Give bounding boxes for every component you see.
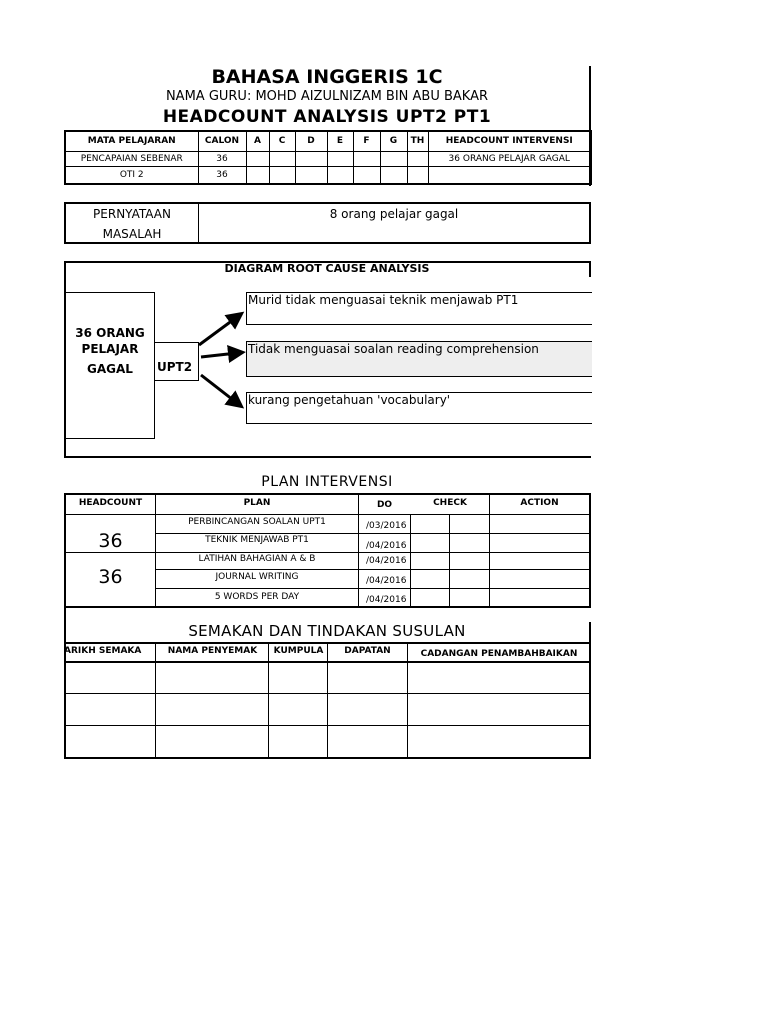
header-headcount-intervensi: HEADCOUNT INTERVENSI (428, 131, 591, 151)
cell-th (407, 166, 428, 184)
plan-divider (155, 495, 156, 606)
cell-g (380, 151, 407, 166)
cell-intervensi: 36 ORANG PELAJAR GAGAL (428, 151, 591, 166)
source-line1: 36 ORANG (75, 326, 145, 340)
table-row (65, 151, 591, 166)
plan-item-3: LATIHAN BAHAGIAN A & B (198, 554, 316, 564)
cause-box-3 (246, 392, 592, 424)
plan-row-line (155, 533, 589, 534)
cell-subject: PENCAPAIAN SEBENAR (65, 151, 198, 166)
do-date-1: /03/2016 (366, 521, 407, 531)
problem-label-cell (66, 204, 199, 242)
plan-divider (358, 495, 359, 606)
exam-label: UPT2 (157, 360, 193, 374)
cell-g (380, 166, 407, 184)
header-c: C (269, 131, 295, 151)
plan-row-line (155, 569, 589, 570)
root-cause-source-box (65, 292, 155, 439)
do-date-2: /04/2016 (366, 541, 407, 551)
cause-text-3: kurang pengetahuan 'vocabulary' (248, 393, 451, 407)
header-th: TH (407, 131, 428, 151)
plan-row-line (66, 552, 589, 553)
do-date-5: /04/2016 (366, 595, 407, 605)
cell-subject: OTI 2 (65, 166, 198, 184)
cell-intervensi (428, 166, 591, 184)
header-calon: CALON (198, 131, 246, 151)
cell-e (327, 166, 353, 184)
plan-row-line (155, 588, 589, 589)
cell-a (246, 166, 269, 184)
source-line3: GAGAL (87, 362, 133, 376)
do-date-4: /04/2016 (366, 576, 407, 586)
arrow-to-cause-1 (199, 317, 237, 345)
review-header-cadangan: CADANGAN PENAMBAHBAIKAN (420, 649, 578, 659)
review-header-penyemak: NAMA PENYEMAK (167, 646, 258, 656)
header-f: F (353, 131, 380, 151)
review-title: SEMAKAN DAN TINDAKAN SUSULAN (188, 622, 466, 640)
review-table (66, 642, 590, 758)
cell-calon: 36 (198, 166, 246, 184)
cell-f (353, 151, 380, 166)
headcount-value-2: 36 (98, 566, 123, 588)
do-date-3: /04/2016 (366, 556, 407, 566)
table-row (65, 166, 591, 184)
headcount-value-1: 36 (98, 530, 123, 552)
review-header-tarikh: ARIKH SEMAKA (64, 646, 142, 656)
header-e: E (327, 131, 353, 151)
review-divider (407, 642, 408, 758)
plan-item-2: TEKNIK MENJAWAB PT1 (205, 535, 309, 545)
plan-item-4: JOURNAL WRITING (215, 572, 299, 582)
review-divider (327, 642, 328, 758)
teacher-name: NAMA GURU: MOHD AIZULNIZAM BIN ABU BAKAR (165, 89, 489, 104)
header-check: CHECK (433, 498, 467, 508)
plan-title: PLAN INTERVENSI (261, 474, 393, 490)
cell-th (407, 151, 428, 166)
cell-e (327, 151, 353, 166)
grade-table-header (65, 131, 591, 151)
header-mata-pelajaran: MATA PELAJARAN (65, 131, 198, 151)
cell-a (246, 151, 269, 166)
review-header-dapatan: DAPATAN (344, 646, 391, 656)
review-row-line (64, 725, 590, 726)
exam-label-box (154, 342, 199, 381)
cause-text-1: Murid tidak menguasai teknik menjawab PT1 (248, 293, 519, 307)
header-plan: PLAN (243, 498, 271, 508)
problem-label-line1: PERNYATAAN (93, 207, 171, 221)
plan-item-5: 5 WORDS PER DAY (214, 592, 300, 602)
review-row-line (64, 661, 590, 663)
problem-label-line2: MASALAH (102, 227, 162, 241)
plan-divider (489, 495, 490, 606)
header-g: G (380, 131, 407, 151)
header-a: A (246, 131, 269, 151)
cell-calon: 36 (198, 151, 246, 166)
plan-divider (449, 514, 450, 606)
source-line2: PELAJAR (81, 342, 139, 356)
cell-d (295, 151, 327, 166)
grade-table (64, 130, 592, 185)
header-headcount: HEADCOUNT (78, 498, 143, 508)
page-title: BAHASA INGGERIS 1C (211, 66, 443, 88)
root-cause-title: DIAGRAM ROOT CAUSE ANALYSIS (224, 262, 430, 275)
arrow-to-cause-3 (201, 375, 237, 403)
plan-divider (410, 514, 411, 606)
plan-table (64, 493, 591, 608)
cell-c (269, 151, 295, 166)
review-divider (268, 642, 269, 758)
arrow-to-cause-2 (201, 353, 237, 357)
page-subtitle: HEADCOUNT ANALYSIS UPT2 PT1 (162, 107, 492, 127)
problem-statement-text: 8 orang pelajar gagal (329, 207, 459, 221)
problem-statement-box (64, 202, 591, 244)
cell-f (353, 166, 380, 184)
cell-d (295, 166, 327, 184)
review-header-kumpulan: KUMPULA (273, 646, 324, 656)
cause-box-1 (246, 292, 592, 325)
header-d: D (295, 131, 327, 151)
review-row-line (64, 693, 590, 694)
plan-item-1: PERBINCANGAN SOALAN UPT1 (188, 517, 326, 527)
review-divider (155, 642, 156, 758)
cell-c (269, 166, 295, 184)
header-action: ACTION (520, 498, 559, 508)
cause-text-2: Tidak menguasai soalan reading comprehension (248, 342, 539, 356)
header-do: DO (376, 500, 393, 510)
cause-box-2 (246, 341, 592, 377)
